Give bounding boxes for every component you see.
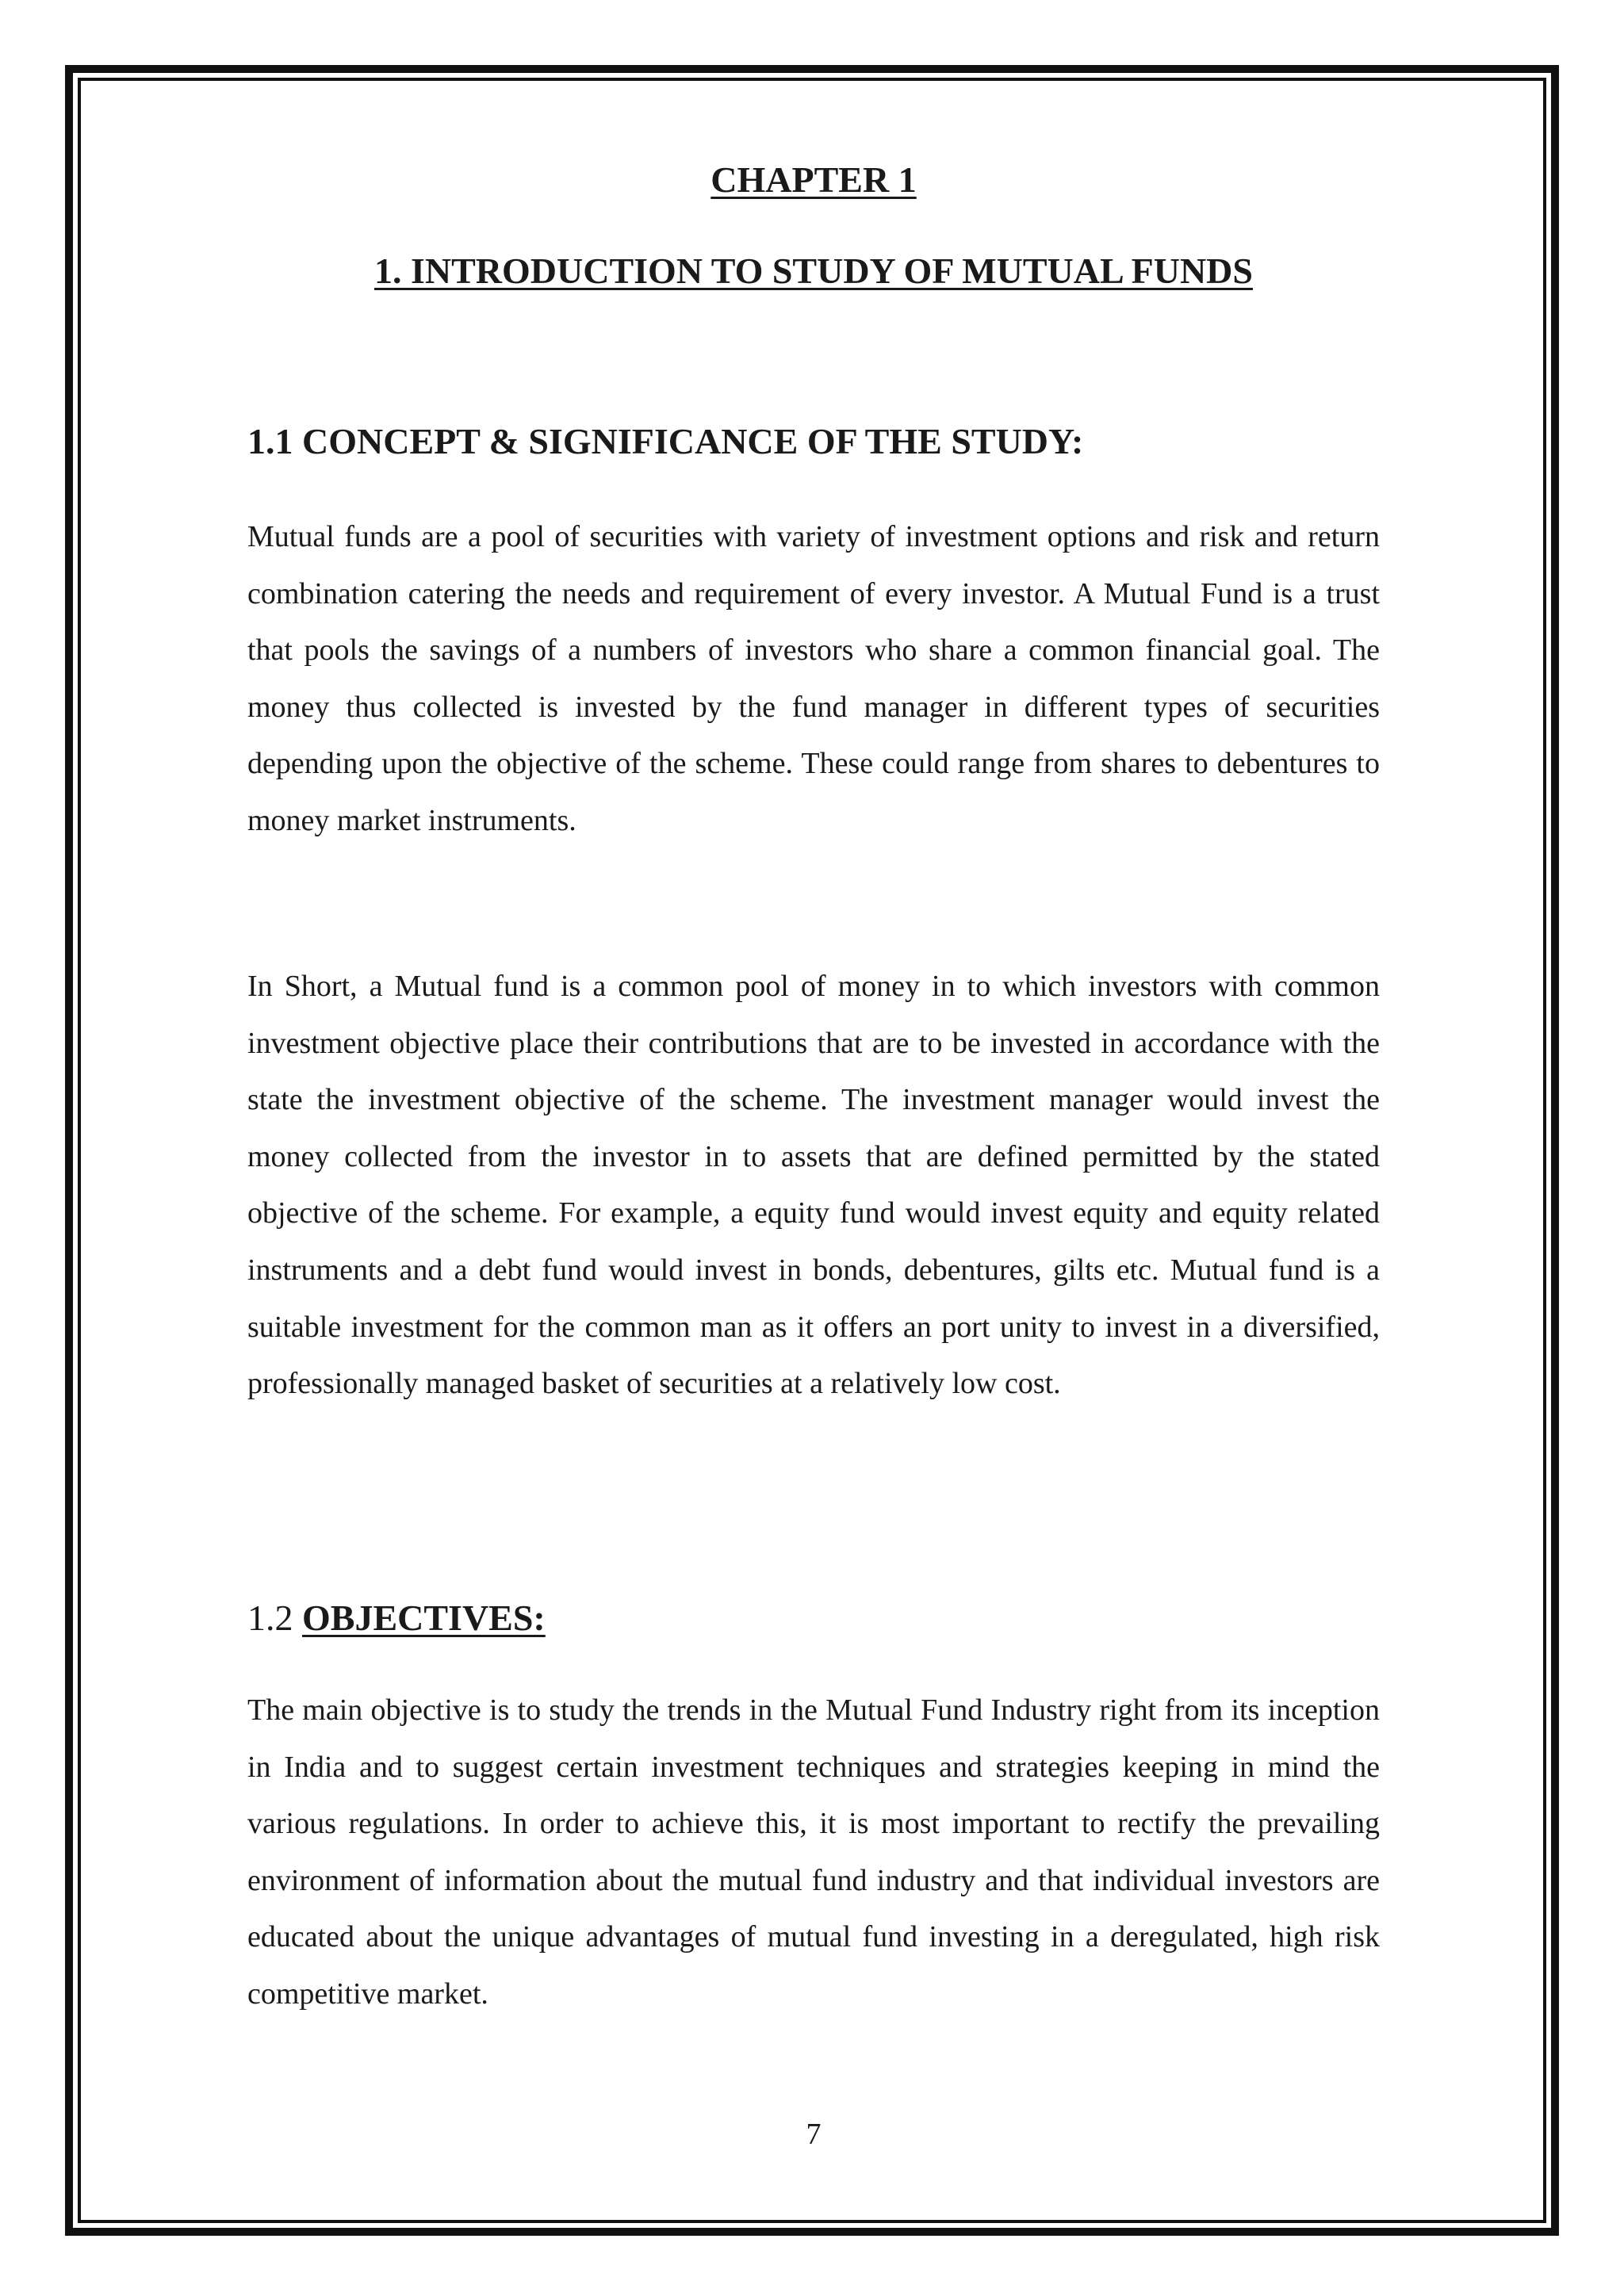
section-number: 1.2 xyxy=(247,1598,293,1638)
paragraph-concept-1: Mutual funds are a pool of securities with variety of investment options and risk and return combination catering the needs and requirement of every investor. A Mutual Fund is a trust that pools the savings of a numbers of investors who share a common financial goal. The money thus collected is invested by the fund manager in different types of securities depending upon the objective of the scheme. These could range from shares to debentures to money market instruments. xyxy=(247,520,1380,837)
section-heading-objectives xyxy=(247,1597,546,1639)
paragraph-concept-2: In Short, a Mutual fund is a common pool of money in to which investors with common investment objective place their contributions that are to be invested in accordance with the state the investment objective of the scheme. The investment manager would invest the money collected from the investor in to assets that are defined permitted by the stated objective of the scheme. For example, a equity fund would invest equity and equity related instruments and a debt fund would invest in bonds, debentures, gilts etc. Mutual fund is a suitable investment for the common man as it offers an port unity to invest in a diversified, professionally managed basket of securities at a relatively low cost. xyxy=(247,970,1380,1401)
section-heading-concept: 1.1 CONCEPT & SIGNIFICANCE OF THE STUDY: xyxy=(247,421,1084,461)
paragraph-objectives: The main objective is to study the trends in the Mutual Fund Industry right from its inception in India and to suggest certain investment techniques and strategies keeping in mind the various regulations. In order to achieve this, it is most important to rectify the prevailing environment of information about the mutual fund industry and that individual investors are educated about the unique advantages of mutual fund investing in a deregulated, high risk competitive market. xyxy=(247,1693,1380,2011)
chapter-title: 1. INTRODUCTION TO STUDY OF MUTUAL FUNDS xyxy=(374,251,1253,291)
section-label: OBJECTIVES: xyxy=(302,1598,546,1638)
page-number: 7 xyxy=(806,2118,822,2151)
chapter-label: CHAPTER 1 xyxy=(710,159,917,200)
